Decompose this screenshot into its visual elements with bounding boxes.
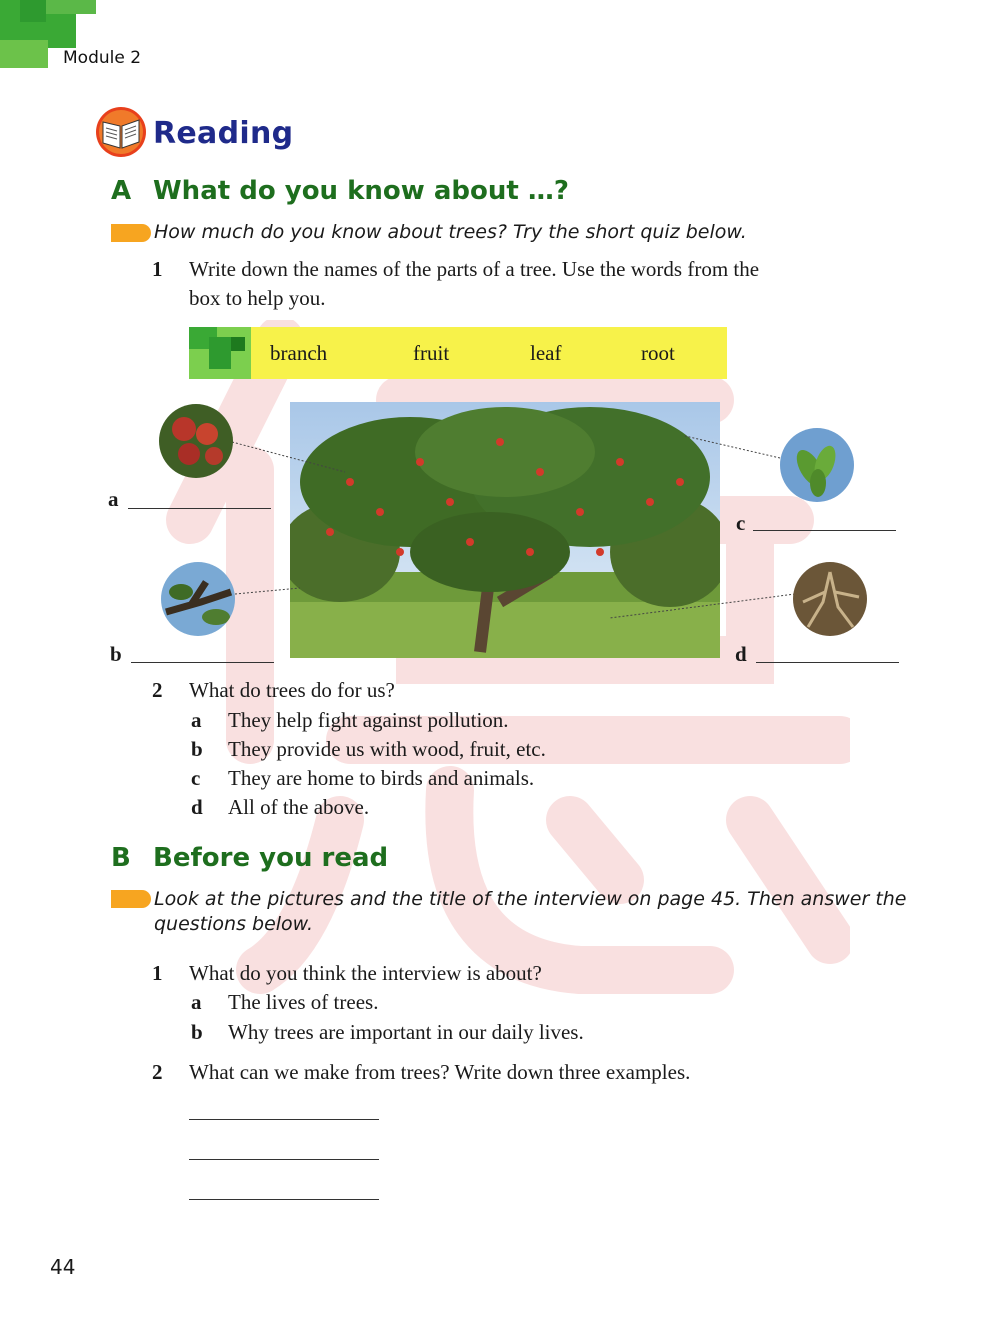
question-text: Write down the names of the parts of a tree. Use the words from the: [189, 257, 760, 281]
answer-line-a[interactable]: [128, 508, 271, 509]
section-b-title: Before you read: [153, 843, 389, 873]
reading-title: Reading: [153, 116, 294, 151]
section-a-letter: A: [111, 176, 132, 206]
page-number: 44: [50, 1255, 76, 1279]
module-label: Module 2: [63, 48, 142, 68]
option-text[interactable]: The lives of trees.: [228, 990, 379, 1014]
fruit-closeup: [159, 404, 233, 478]
instruction-tag: [111, 224, 151, 242]
option-letter: b: [191, 1020, 203, 1044]
answer-line-c[interactable]: [753, 530, 896, 531]
option-text[interactable]: All of the above.: [228, 795, 370, 819]
option-letter: a: [191, 990, 202, 1014]
question-number: 2: [152, 1060, 163, 1084]
answer-label-c: c: [736, 511, 746, 535]
branch-closeup: [161, 562, 235, 636]
word-box-accent: [209, 337, 231, 369]
answer-line[interactable]: [189, 1119, 379, 1120]
book-icon: [95, 106, 147, 158]
tree-photo: [290, 402, 720, 658]
answer-label-a: a: [108, 487, 119, 511]
word-leaf: leaf: [530, 341, 562, 365]
option-text[interactable]: They provide us with wood, fruit, etc.: [228, 737, 546, 761]
section-b-instruction: questions below.: [154, 913, 314, 935]
question-number: 1: [152, 257, 163, 281]
question-text: What can we make from trees? Write down three examples.: [189, 1060, 691, 1084]
answer-line-b[interactable]: [131, 662, 274, 663]
answer-line[interactable]: [189, 1199, 379, 1200]
leaf-closeup: [780, 428, 854, 502]
answer-line-d[interactable]: [756, 662, 899, 663]
section-b-instruction: Look at the pictures and the title of the interview on page 45. Then answer the: [154, 888, 907, 910]
answer-line[interactable]: [189, 1159, 379, 1160]
root-closeup: [793, 562, 867, 636]
header-corner-block: [20, 0, 46, 22]
word-box-accent: [231, 337, 245, 351]
instruction-tag: [111, 890, 151, 908]
word-root: root: [641, 341, 675, 365]
option-text[interactable]: They are home to birds and animals.: [228, 766, 535, 790]
option-letter: b: [191, 737, 203, 761]
question-number: 1: [152, 961, 163, 985]
word-branch: branch: [270, 341, 328, 365]
section-a-title: What do you know about …?: [153, 176, 569, 206]
question-text: What do trees do for us?: [189, 678, 395, 702]
question-text: box to help you.: [189, 286, 326, 310]
question-text: What do you think the interview is about?: [189, 961, 542, 985]
header-corner-block: [0, 40, 48, 68]
section-b-letter: B: [111, 843, 131, 873]
question-number: 2: [152, 678, 163, 702]
answer-label-d: d: [735, 642, 747, 666]
option-letter: d: [191, 795, 203, 819]
section-a-instruction: How much do you know about trees? Try the short quiz below.: [154, 221, 747, 243]
answer-label-b: b: [110, 642, 122, 666]
option-text[interactable]: Why trees are important in our daily lives.: [228, 1020, 584, 1044]
option-letter: a: [191, 708, 202, 732]
word-fruit: fruit: [413, 341, 450, 365]
option-text[interactable]: They help fight against pollution.: [228, 708, 509, 732]
option-letter: c: [191, 766, 201, 790]
header-corner-block: [44, 0, 96, 14]
